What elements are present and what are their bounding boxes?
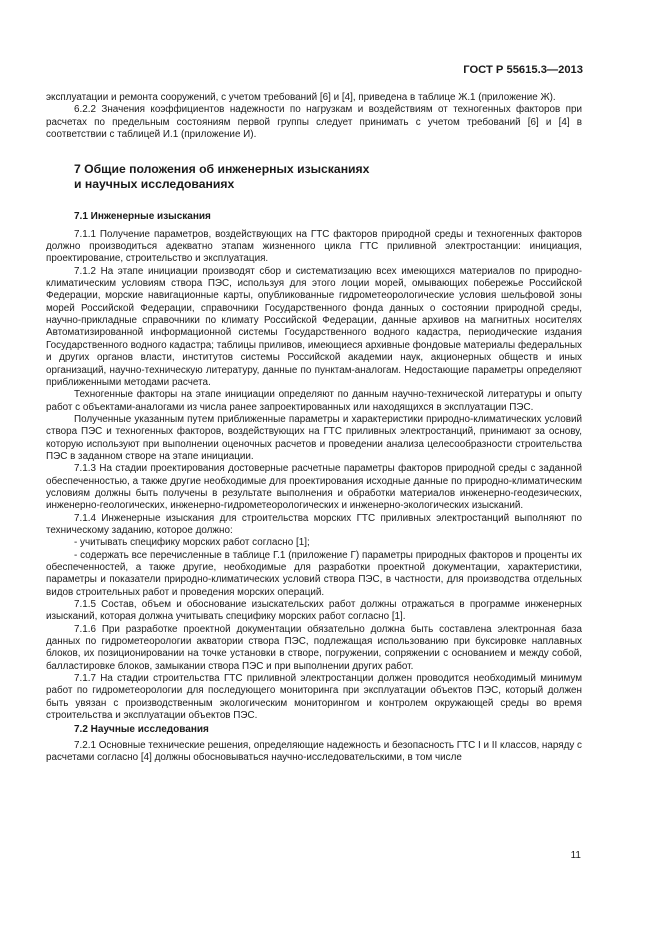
- list-item-specifics: - учитывать специфику морских работ согласно [1];: [74, 537, 310, 549]
- paragraph-6-2-2: 6.2.2 Значения коэффициентов надежности по нагрузкам и воздействиям от техногенных факторов при расчетах по предельным состояниям первой группы следует принимать с учетом требований [6] и [4] в соответствии с таблицей И.1 (приложение И).: [46, 104, 582, 141]
- paragraph-7-1-5: 7.1.5 Состав, объем и обоснование изыскательских работ должны отражаться в программе инженерных изысканий, которая должна учитывать специфику морских работ согласно [1].: [46, 599, 582, 623]
- paragraph-7-2-1: 7.2.1 Основные технические решения, определяющие надежность и безопасность ГТС I и II классов, наряду с расчетами согласно [4] должны обосновываться научно-исследовательскими, в том числе: [46, 739, 582, 764]
- section-7-heading-line1: 7 Общие положения об инженерных изысканиях: [74, 162, 370, 177]
- list-item-contents: - содержать все перечисленные в таблице Г.1 (приложение Г) параметры природных факторов и проценты их обеспеченностей, а также другие, необходимые для разработки проектной документации, характеристики, параметры и показатели природно-климатических условий створа ПЭС, в частности, для производства отдельных видов строительных работ и проведения морских операций.: [46, 549, 582, 598]
- paragraph-obtained: Полученные указанным путем приближенные параметры и характеристики природно-климатических условий створа ПЭС и техногенных факторов, воздействующих на ГТС приливных электростанций, принимают за основу, которую используют при выполнении оценочных расчетов и проведении анализа целесообразности строительства ПЭС в заданном створе на этапе инициации.: [46, 413, 582, 462]
- paragraph-7-1-1: 7.1.1 Получение параметров, воздействующих на ГТС факторов природной среды и техногенных факторов должно производиться адекватно этапам жизненного цикла ГТС приливной электростанции: инициация, проектирование, строительство и эксплуатация.: [46, 228, 582, 265]
- page-number: 11: [570, 850, 581, 861]
- paragraph-7-1-7: 7.1.7 На стадии строительства ГТС приливной электростанции должен проводится необходимый минимум работ по гидрометеорологии для последующего мониторинга при эксплуатации объектов ПЭС, который должен быть увязан с производственным экологическим мониторингом и контролем окружающей среды во время строительства и эксплуатации объектов ПЭС.: [46, 673, 582, 722]
- section-7-heading-line2: и научных исследованиях: [74, 177, 235, 192]
- paragraph-7-1-4: 7.1.4 Инженерные изыскания для строительства морских ГТС приливных электростанций выполняют по техническому заданию, которое должно:: [46, 512, 582, 536]
- section-7-heading: [74, 162, 582, 192]
- subsection-7-1-heading: 7.1 Инженерные изыскания: [74, 211, 211, 223]
- paragraph-7-1-3: 7.1.3 На стадии проектирования достоверные расчетные параметры факторов природной среды с заданной обеспеченностью, а также другие необходимые для проектирования исходные данные по природно-климатическим условиям должны быть получены в результате выполнения и обработки материалов инженерно-геодезических, инженерно-геологических, инженерно-гидрометеорологических и инженерно-экологических изысканий.: [46, 463, 582, 512]
- paragraph-7-1-2: 7.1.2 На этапе инициации производят сбор и систематизацию всех имеющихся материалов по природно-климатическим условиям створа ПЭС, используя для этого лоции морей, омывающих побережье Российской Федерации, морские навигационные карты, опубликованные гидрометеорологические условия шельфовой зоны морей Российской Федерации, справочники Государственного фонда данных о состоянии природной среды, научно-прикладные справочники по климату Российской Федерации, данные архивов на магнитных носителях Автоматизированной информационной системы Государственного водного кадастра, периодические издания Государственного водного кадастра; таблицы приливов, имеющиеся архивные фондовые материалы федеральных и других органов власти, институтов системы Российской академии наук, акционерных обществ и иных организаций, научно-техническую литературу, данные по пунктам-аналогам. Недостающие параметры определяют приближенными методами расчета.: [46, 265, 582, 388]
- paragraph-technogenic: Техногенные факторы на этапе инициации определяют по данным научно-технической литературы и опыту работ с объектами-аналогами из числа ранее запроектированных или находящихся в эксплуатации ПЭС.: [46, 389, 582, 413]
- paragraph-7-1-6: 7.1.6 При разработке проектной документации обязательно должна быть составлена электронная база данных по гидрометеорологии акватории створа ПЭС, подлежащая использованию при буксировке наплавных блоков, их позиционировании на точке установки в створе, погружении, сопряжении с основанием и между собой, балластировке блоков, замыкании створа ПЭС и при выполнении других работ.: [46, 623, 582, 672]
- paragraph-continuation: эксплуатации и ремонта сооружений, с учетом требований [6] и [4], приведена в таблице Ж.1 (приложение Ж).: [46, 92, 556, 103]
- page-body: [46, 92, 582, 765]
- subsection-7-2-heading: 7.2 Научные исследования: [74, 724, 209, 736]
- document-id-header: ГОСТ Р 55615.3—2013: [463, 64, 583, 76]
